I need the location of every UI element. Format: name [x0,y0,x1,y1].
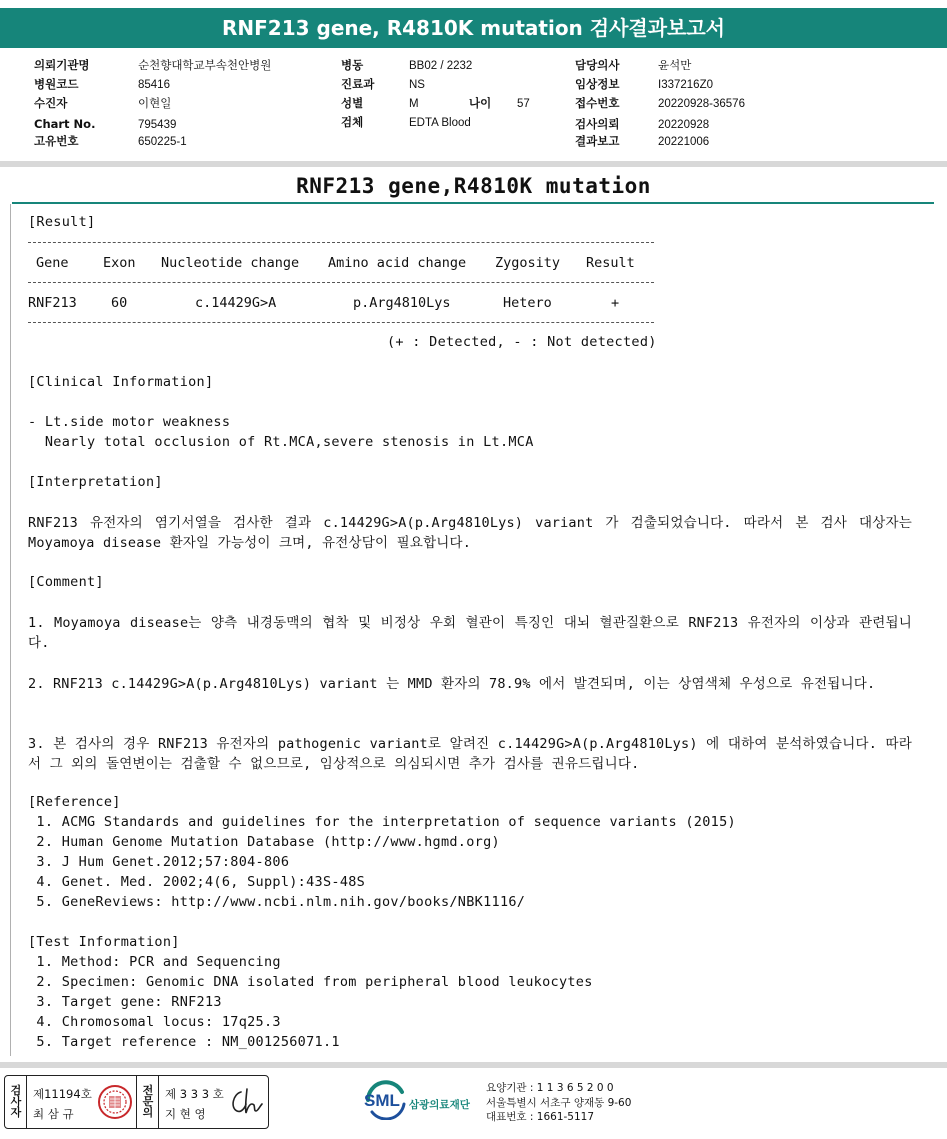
info-col-1 [34,56,271,151]
comment-item-3: 3. 본 검사의 경우 RNF213 유전자의 pathogenic variant로 알려진 c.14429G>A(p.Arg4810Lys) 에 대하여 분석하였습니다. 따라서 그 외의 돌연변이는 검출할 수 없으므로, 임상적으로 의심되시면 추가 검사를 권유드립니다. [28,736,912,772]
sign-divider [158,1076,159,1128]
value-request-date: 20220928 [658,119,710,131]
label-specimen: 검체 [341,115,364,129]
cell-result: + [611,295,620,311]
signer2-license: 제 3 3 3 호 [165,1087,224,1101]
reference-item: 4. Genet. Med. 2002;4(6, Suppl):43S-48S [28,874,366,890]
reference-item: 1. ACMG Standards and guidelines for the interpretation of sequence variants (2015) [28,814,736,830]
value-sex: M [409,98,419,110]
header-divider [0,161,947,167]
org-phone-line: 대표번호 : 1661-5117 [486,1111,595,1123]
result-heading: [Result] [28,214,96,230]
test-info-item: 4. Chromosomal locus: 17q25.3 [28,1014,281,1030]
footer-divider [0,1062,947,1068]
interpretation-heading: [Interpretation] [28,474,163,490]
label-department: 진료과 [341,77,375,91]
label-request-date: 검사의뢰 [575,117,620,131]
test-info-item: 3. Target gene: RNF213 [28,994,222,1010]
signer2-role [139,1085,157,1118]
cell-zygosity: Hetero [503,295,552,311]
signer1-license: 제11194호 [33,1087,92,1101]
value-hospital-code: 85416 [138,79,170,91]
label-institution: 의뢰기관명 [34,58,90,72]
report-subtitle: RNF213 gene,R4810K mutation [296,174,651,198]
col-header-exon: Exon [103,255,136,271]
org-contact-info [486,1081,631,1125]
sml-logo-text: SML [364,1091,400,1110]
value-patient: 이현일 [138,98,172,110]
value-report-date: 20221006 [658,136,710,148]
report-title-bar: RNF213 gene, R4810K mutation 검사결과보고서 [0,8,947,48]
label-hospital-code: 병원코드 [34,77,79,91]
label-report-date: 결과보고 [575,134,620,148]
signer2-role-text: 전문의 [142,1084,154,1119]
signer1-role [7,1085,25,1118]
cell-nucleotide: c.14429G>A [195,295,277,311]
table-divider-bottom [28,322,654,323]
reference-item: 3. J Hum Genet.2012;57:804-806 [28,854,290,870]
subtitle-underline [12,202,934,204]
label-sex: 성별 [341,96,364,110]
table-divider-mid [28,282,654,283]
col-header-gene: Gene [36,255,69,271]
signer1-role-text: 검사자 [10,1084,22,1119]
col-header-result: Result [586,255,635,271]
col-header-amino-acid: Amino acid change [328,255,467,271]
cell-exon: 60 [111,295,128,311]
col-header-nucleotide: Nucleotide change [161,255,300,271]
interpretation-text: RNF213 유전자의 염기서열을 검사한 결과 c.14429G>A(p.Arg4810Lys) variant 가 검출되었습니다. 따라서 본 검사 대상자는 Moyamoya disease 환자일 가능성이 크며, 유전상담이 필요합니다. [28,515,912,551]
cell-amino-acid: p.Arg4810Lys [353,295,451,311]
label-clinical-info: 임상정보 [575,77,620,91]
label-unique-no: 고유번호 [34,134,79,148]
comment-item-1: 1. Moyamoya disease는 양측 내경동맥의 협착 및 비정상 우회 혈관이 특징인 대뇌 혈관질환으로 RNF213 유전자의 이상과 관련됩니다. [28,615,912,651]
patient-info-header [0,56,947,152]
signature-box [4,1075,269,1129]
signer2-name: 지 현 영 [165,1107,206,1121]
table-divider-top [28,242,654,243]
label-ward: 병동 [341,58,364,72]
value-chart-no: 795439 [138,119,177,131]
sign-divider [26,1076,27,1128]
label-age: 나이 [469,96,492,110]
value-age: 57 [517,98,530,110]
official-seal-icon [97,1084,133,1120]
test-info-heading: [Test Information] [28,934,180,950]
sml-org-name: 삼광의료재단 [409,1099,470,1111]
label-doctor: 담당의사 [575,58,620,72]
test-info-item: 5. Target reference : NM_001256071.1 [28,1034,340,1050]
value-receipt-no: 20220928-36576 [658,98,745,110]
col-header-zygosity: Zygosity [495,255,561,271]
signer1-name: 최 삼 규 [33,1107,74,1121]
sign-divider [136,1076,137,1128]
reference-item: 5. GeneReviews: http://www.ncbi.nlm.nih.gov/books/NBK1116/ [28,894,526,910]
label-receipt-no: 접수번호 [575,96,620,110]
label-chart-no: Chart No. [34,117,96,131]
info-col-3 [575,56,745,151]
label-patient: 수진자 [34,96,68,110]
info-col-2 [341,56,530,132]
reference-heading: [Reference] [28,794,121,810]
comment-item-2: 2. RNF213 c.14429G>A(p.Arg4810Lys) variant 는 MMD 환자의 78.9% 에서 발견되며, 이는 상염색체 우성으로 유전됩니다. [28,676,876,692]
value-department: NS [409,79,425,91]
value-institution: 순천향대학교부속천안병원 [138,60,272,72]
test-info-item: 1. Method: PCR and Sequencing [28,954,281,970]
value-specimen: EDTA Blood [409,117,471,129]
clinical-line-2: Nearly total occlusion of Rt.MCA,severe stenosis in Lt.MCA [28,434,534,450]
org-address-line: 서울특별시 서초구 양재동 9-60 [486,1096,632,1109]
test-info-item: 2. Specimen: Genomic DNA isolated from peripheral blood leukocytes [28,974,593,990]
value-doctor: 윤석만 [658,60,692,72]
clinical-line-1: - Lt.side motor weakness [28,414,231,430]
result-legend: (+ : Detected, - : Not detected) [387,334,657,350]
body-left-rule [10,204,11,1056]
comment-heading: [Comment] [28,574,104,590]
cell-gene: RNF213 [28,295,77,311]
value-ward: BB02 / 2232 [409,60,473,72]
reference-item: 2. Human Genome Mutation Database (http://www.hgmd.org) [28,834,500,850]
org-code-line: 요양기관 : 1 1 3 6 5 2 0 0 [486,1082,614,1094]
value-clinical-info: I337216Z0 [658,79,713,91]
clinical-heading: [Clinical Information] [28,374,214,390]
value-unique-no: 650225-1 [138,136,187,148]
handwritten-signature-icon [227,1086,265,1118]
